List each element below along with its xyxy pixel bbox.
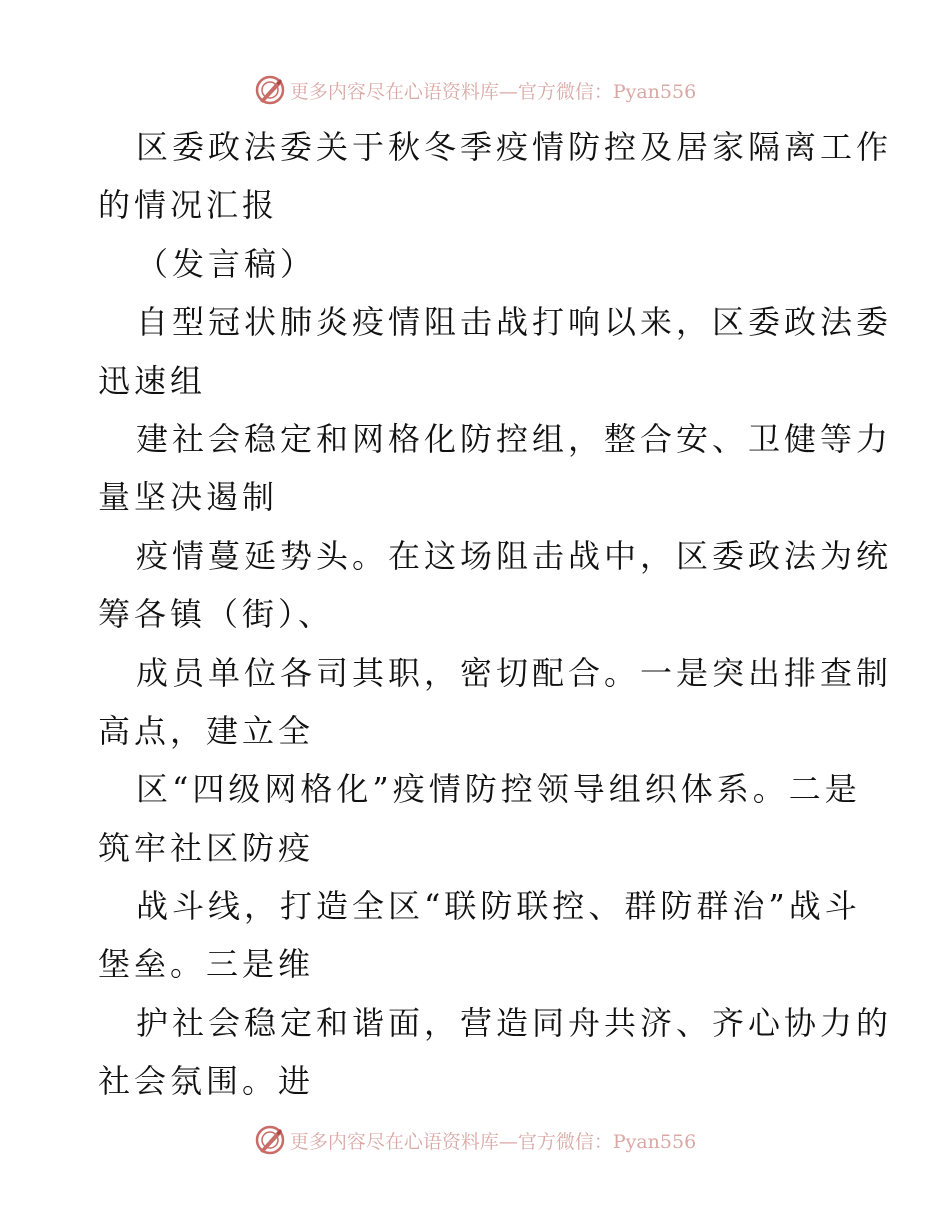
pen-seal-icon — [254, 74, 286, 106]
document-line: 量坚决遏制 — [98, 478, 279, 517]
document-line: 疫情蔓延势头。在这场阻击战中，区委政法为统 — [136, 536, 893, 575]
header-watermark-banner — [0, 70, 950, 110]
document-line: 自型冠状肺炎疫情阻击战打响以来，区委政法委 — [136, 303, 893, 342]
document-line: （发言稿） — [136, 244, 317, 283]
document-body — [98, 118, 893, 1111]
document-line: 建社会稳定和网格化防控组，整合安、卫健等力 — [136, 419, 893, 458]
document-line: 堡垒。三是维 — [98, 945, 315, 984]
document-line: 护社会稳定和谐面，营造同舟共济、齐心协力的 — [136, 1003, 893, 1042]
document-line: 区“四级网格化”疫情防控领导组织体系。二是 — [136, 770, 861, 809]
document-line: 的情况汇报 — [98, 186, 279, 225]
document-line: 成员单位各司其职，密切配合。一是突出排查制 — [136, 653, 893, 692]
document-line: 筹各镇（街）、 — [98, 595, 335, 634]
document-line: 区委政法委关于秋冬季疫情防控及居家隔离工作 — [136, 128, 893, 166]
pen-seal-icon — [254, 1124, 286, 1156]
document-line: 迅速组 — [98, 361, 207, 400]
document-line: 社会氛围。进 — [98, 1062, 315, 1101]
document-line: 高点，建立全 — [98, 711, 315, 750]
footer-watermark-banner — [0, 1120, 950, 1160]
document-line: 筑牢社区防疫 — [98, 828, 315, 867]
document-line: 战斗线，打造全区“联防联控、群防群治”战斗 — [136, 887, 861, 926]
watermark-text: 更多内容尽在心语资料库—官方微信：Pyan556 — [289, 1130, 697, 1153]
watermark-text: 更多内容尽在心语资料库—官方微信：Pyan556 — [289, 80, 697, 103]
